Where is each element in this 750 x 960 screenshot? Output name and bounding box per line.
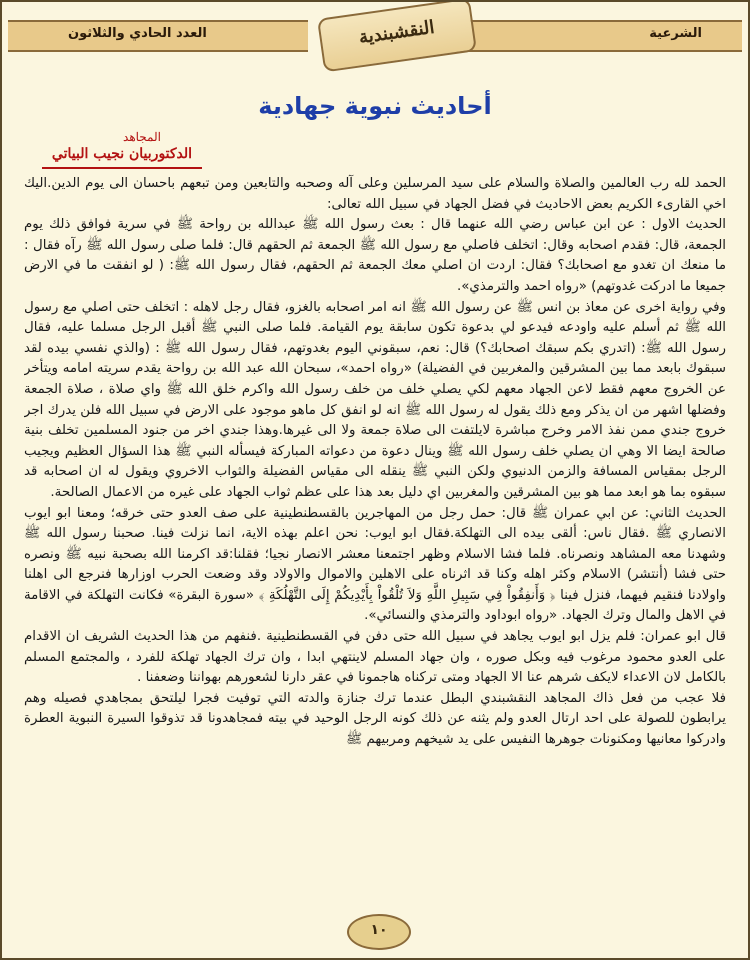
paragraph-hadith-1-variant: وفي رواية اخرى عن معاذ بن انس ﷺ عن رسول الله ﷺ انه امر اصحابه بالغزو، فقال رجل لاهله : اتخلف حتى اصلي مع رسول الله ﷺ ثم أسلم عليه واودعه فيدعو لي بدعوة تكون سابقة يوم القيامة. فلما صلى النبي ﷺ أقبل الرجل مسلما عليه، فقال رسول الله ﷺ: (اتدري بكم سبقك اصحابك؟) قال: نعم، سبقوني اليوم بغدوتهم، فقال رسول الله ﷺ : (والذي نفسي بيده لقد سبقوك بابعد مما بين المشرقين والمغربين في الفضيلة) «رواه احمد»، سبحان الله عبد الله بن رواحة يقدم سريته امامه ويتأخر عن الخروج معهم فقط لاعن الجهاد معهم لكي يصلي خلف من خلف رسول الله واكرم خلق الله ﷺ واي صلاة ، صلاة الجمعة وفضلها اشهر من ان يذكر ومع ذلك يقول له رسول الله ﷺ انه لو انفق كل ماهو موجود على الارض في سبيل الله فلن يدرك اجر خروج جندي ممن نفذ الامر وخرج مباشرة لايلتفت الى صلاة جمعة ولا الى غيرها.وهذا جندي اخر من جنود المسلمين تخلف بنية صالحة ايضا الا وهي ان يصلي خلف رسول الله ﷺ وينال دعوة من دعواته المباركة فيسأله النبي ﷺ هذا السؤال العظيم ويجيب الرجل بمقياس المسافة والزمن الدنيوي ولكن النبي ﷺ ينقله الى مقياس الفضيلة والثواب الاخروي ويقول له ان اصحابه قد سبقوه بما هو ابعد مما هو بين المشرقين والمغربين اي دليل بعد هذا على عظم ثواب الجهاد على غيره من الاعمال الصالحة. [24,299,726,500]
article-title: أحاديث نبوية جهادية [258,92,492,120]
paragraph-conclusion: فلا عجب من فعل ذاك المجاهد النقشبندي البطل عندما ترك جنازة والدته التي توفيت فجرا ليلتحق بمجاهدي فصيله وهم يرابطون للصولة على احد ارتال العدو ولم يثنه عن ذلك كونه الرجل الوحيد في بيته فمجاهدونا قد تذوقوا السيرة النبوية العطرة وادركوا معانيها ومكنونات جوهرها النفيس على يد شيخهم ومربيهم ﷺ [24,690,726,748]
paragraph-hadith-1: الحديث الاول : عن ابن عباس رضي الله عنهما قال : بعث رسول الله ﷺ عبدالله بن رواحة ﷺ في سرية فوافق ذلك يوم الجمعة، قال: فقدم اصحابه وقال: اتخلف فاصلي مع رسول الله ﷺ الجمعة ثم الحقهم قال: فلما صلى رسول الله ﷺ رآه فقال : ما منعك ان تغدو مع اصحابك؟ فقال: اردت ان اصلي معك الجمعة ثم الحقهم، فقال رسول الله ﷺ: ( لو انفقت ما في الارض جميعا ما ادركت غدوتهم) «رواه احمد والترمذي». [24,217,726,294]
page-number-ornament [347,914,411,950]
logo-text: النقشبندية [357,16,436,49]
header-band-issue [8,20,308,52]
author-underline [42,167,202,169]
section-label: الشرعية [649,26,702,41]
issue-label: العدد الحادي والثلاثون [68,26,207,41]
paragraph-commentary: قال ابو عمران: فلم يزل ابو ايوب يجاهد في سبيل الله حتى دفن في القسطنطينية .فنفهم من هذا الحديث الشريف ان الاقدام على العدو محمود مرغوب فيه وبكل صوره ، وان جهاد المسلم لاينتهي ابدا ، وان ترك الجهاد تهلكة للفرد ، والمجتمع المسلم بالكامل لان الاعداء لايكف شرهم عنا الا الجهاد ومتى تركناه هاجمونا في عقر دارنا لشعورهم بهواننا وضعفنا . [24,629,726,686]
author-name: الدكتوربيان نجيب البياتي [51,146,193,162]
page-number: ١٠ [370,922,388,938]
author-prefix: المجاهد [123,130,161,144]
header-band-section [452,20,742,52]
paragraph-hadith-2: الحديث الثاني: عن ابي عمران ﷺ قال: حمل رجل من المهاجرين بالقسطنطينية على صف العدو حتى خرقه؛ ومعنا ابو ايوب الانصاري ﷺ .فقال ناس: ألقى بيده الى التهلكة.فقال ابو ايوب: نحن اعلم بهذه الاية، انما نزلت فينا. صحبنا رسول الله ﷺ وشهدنا معه المشاهد ونصرناه. فلما فشا الاسلام وظهر اجتمعنا معشر الانصار نجيا؛ فقلنا:قد اكرمنا الله بصحبة نبيه ﷺ ونصره حتى فشا (أنتشر) الاسلام وكثر اهله وكنا قد اثرناه على الاهلين والاموال والاولاد وقد وضعت الحرب اوزارها فنرجع الى اهلنا واولادنا فنقيم فيهما، فنزل فينا ﴿ وَأَنفِقُواْ فِي سَبِيلِ اللَّهِ وَلاَ تُلْقُواْ بِأَيْدِيكُمْ إِلَى التَّهْلُكَةِ ﴾ «سورة البقرة» فكانت التهلكة في الاقامة في الاهل والمال وترك الجهاد. «رواه ابوداود والترمذي والنسائي». [24,505,726,624]
magazine-logo [317,0,477,72]
article-body [24,174,726,898]
paragraph-intro: الحمد لله رب العالمين والصلاة والسلام على سيد المرسلين وعلى آله وصحبه والتابعين ومن تبعهم باحسان الى يوم الدين.اليك اخي القارىء الكريم بعض الاحاديث في فضل الجهاد في سبيل الله تعالى: [24,176,726,212]
